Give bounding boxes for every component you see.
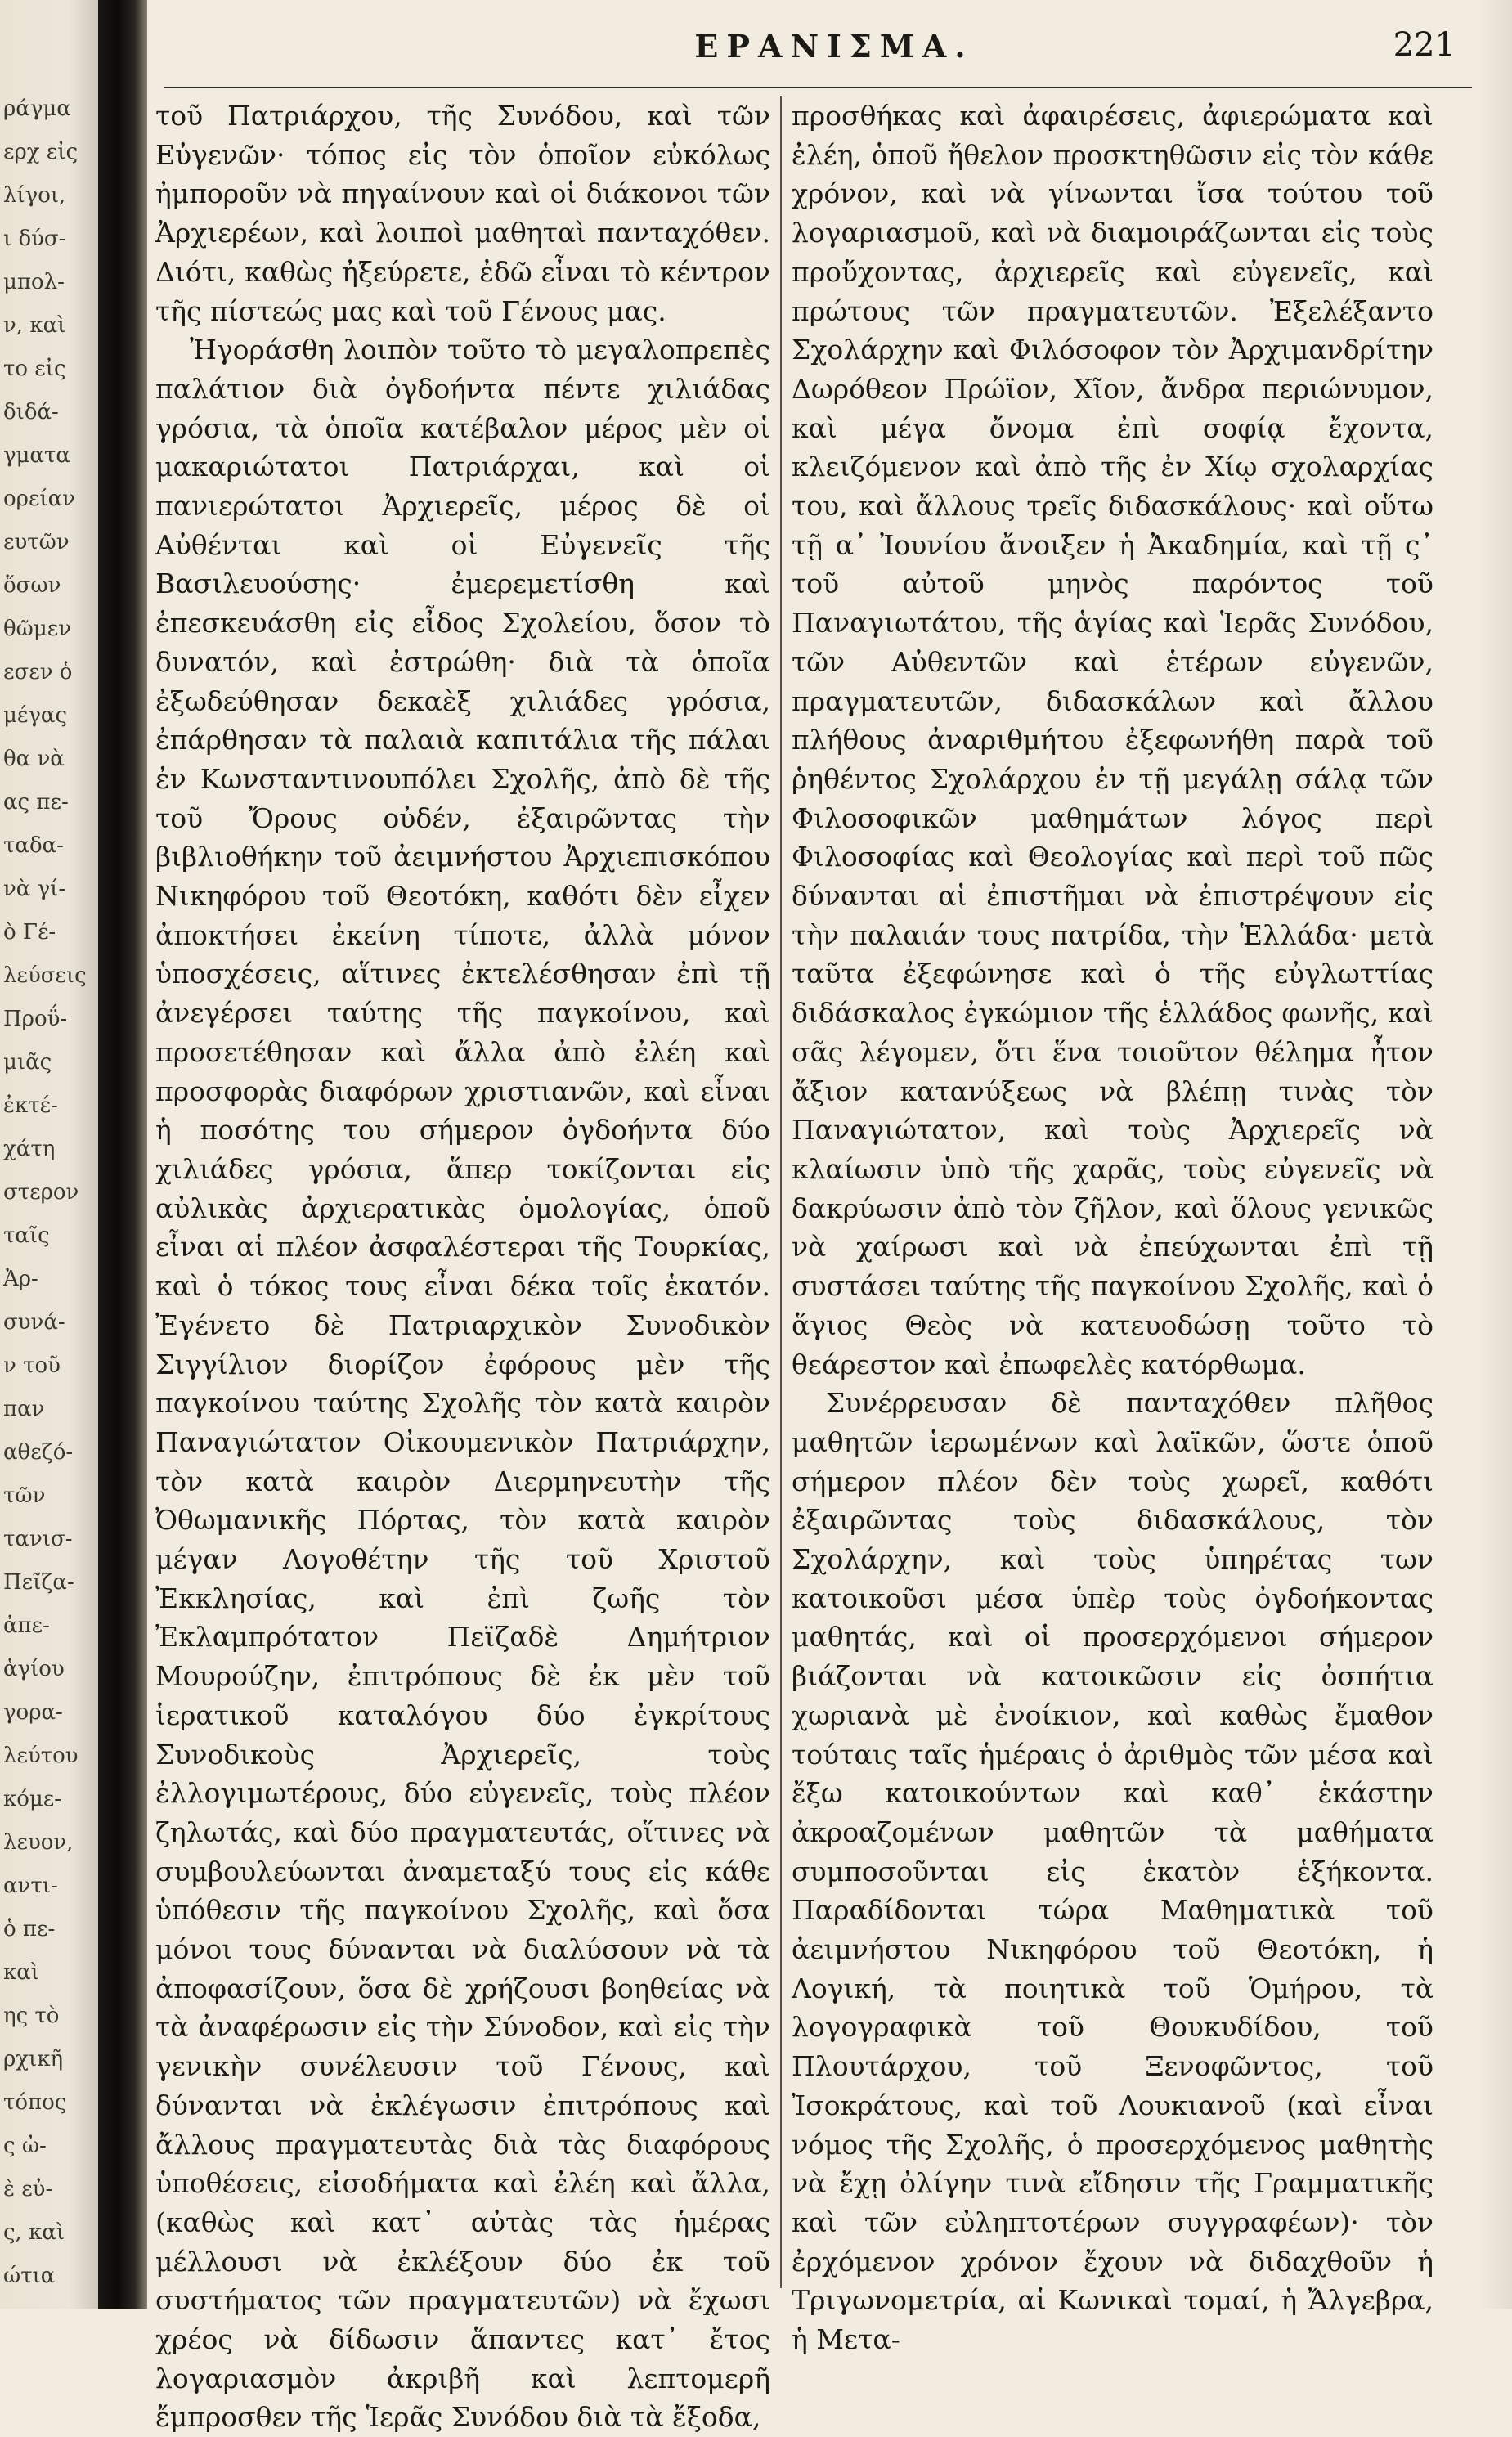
margin-fragment: Ἀρ-: [3, 1267, 38, 1291]
margin-fragment: γορα-: [3, 1700, 63, 1725]
margin-fragment: στερον: [3, 1180, 79, 1205]
margin-fragment: ς ὠ-: [3, 2134, 47, 2158]
margin-fragment: εσεν ὁ: [3, 660, 73, 684]
margin-fragment: χάτη: [3, 1137, 56, 1161]
margin-fragment: τανισ-: [3, 1527, 73, 1551]
margin-fragment: καὶ: [3, 1960, 40, 1985]
margin-fragment: ταδα-: [3, 833, 64, 858]
margin-fragment: αθεζό-: [3, 1440, 74, 1465]
margin-fragment: νὰ γί-: [3, 877, 66, 901]
margin-fragment: λεύσεις: [3, 963, 87, 988]
margin-fragment: το εἰς: [3, 357, 66, 381]
margin-fragment: ώτια: [3, 2264, 56, 2288]
margin-fragment: διδά-: [3, 400, 59, 424]
margin-fragment: μέγας: [3, 703, 68, 728]
margin-fragment: ι δύσ-: [3, 227, 66, 251]
margin-fragment: μπολ-: [3, 270, 65, 294]
margin-fragment: τόπος: [3, 2090, 67, 2115]
margin-fragment: ορείαν: [3, 487, 75, 511]
margin-fragment: μιᾶς: [3, 1050, 52, 1075]
margin-fragment: ς, καὶ: [3, 2220, 65, 2245]
margin-fragment: Πεῖζα-: [3, 1570, 74, 1595]
margin-fragment: ἁγίου: [3, 1657, 65, 1681]
margin-fragment: ης τὸ: [3, 2004, 60, 2028]
margin-fragment: ὁ πε-: [3, 1917, 56, 1941]
book-spine-shadow: [98, 0, 147, 2309]
page-header: [147, 25, 1488, 82]
margin-fragment: ὲ εὐ-: [3, 2177, 53, 2201]
margin-fragment: ράγμα: [3, 96, 71, 121]
page-number: 221: [1393, 26, 1456, 64]
margin-fragment: τῶν: [3, 1483, 46, 1508]
margin-fragment: παν: [3, 1397, 45, 1421]
paragraph: τοῦ Πατριάρχου, τῆς Συνόδου, καὶ τῶν Εὐγενῶν· τόπος εἰς τὸν ὁποῖον εὐκόλως ἠμποροῦν νὰ πηγαίνουν καὶ οἱ διάκονοι τῶν Ἀρχιερέων, καὶ λοιποὶ μαθηταὶ πανταχόθεν. Διότι, καθὼς ἠξεύρετε, ἐδῶ εἶναι τὸ κέντρον τῆς πίστεώς μας καὶ τοῦ Γένους μας.: [155, 100, 770, 327]
left-text-column: [155, 96, 770, 2434]
margin-fragment: ν, καὶ: [3, 313, 66, 338]
margin-fragment: ὸ Γέ-: [3, 920, 56, 945]
margin-fragment: συνά-: [3, 1310, 65, 1335]
margin-fragment: λίγοι,: [3, 183, 66, 208]
margin-fragment: θῶμεν: [3, 617, 72, 641]
margin-fragment: ευτῶν: [3, 530, 70, 554]
margin-fragment: αντι-: [3, 1874, 58, 1898]
margin-fragment: ὅσων: [3, 573, 61, 598]
margin-fragment: ερχ εἰς: [3, 140, 78, 164]
margin-fragment: λεύτου: [3, 1744, 79, 1768]
margin-fragment: ρχικῆ: [3, 2047, 64, 2071]
margin-fragment: θα νὰ: [3, 747, 65, 771]
column-divider: [780, 96, 782, 2288]
previous-page-margin: [0, 0, 98, 2309]
margin-fragment: γματα: [3, 443, 70, 468]
paragraph: Συνέρρευσαν δὲ πανταχόθεν πλῆθος μαθητῶν ἱερωμένων καὶ λαϊκῶν, ὥστε ὁποῦ σήμερον πλέον δὲν τοὺς χωρεῖ, καθότι ἐξαιρῶντας τοὺς διδασκάλους, τὸν Σχολάρχην, καὶ τοὺς ὑπηρέτας των κατοικοῦσι μέσα ὑπὲρ τοὺς ὀγδοήκοντας μαθητάς, καὶ οἱ προσερχόμενοι σήμερον βιάζονται νὰ κατοικῶσιν εἰς ὀσπήτια χωριανὰ μὲ ἐνοίκιον, καὶ καθὼς ἔμαθον τούταις ταῖς ἡμέραις ὁ ἀριθμὸς τῶν μέσα καὶ ἔξω κατοικούντων καὶ καθ᾽ ἑκάστην ἀκροαζομένων μαθητῶν τὰ μαθήματα συμποσοῦνται εἰς ἑκατὸν ἑξήκοντα. Παραδίδονται τώρα Μαθηματικὰ τοῦ ἀειμνήστου Νικηφόρου τοῦ Θεοτόκη, ἡ Λογική, τὰ ποιητικὰ τοῦ Ὁμήρου, τὰ λογογραφικὰ τοῦ Θουκυδίδου, τοῦ Πλουτάρχου, τοῦ Ξενοφῶντος, τοῦ Ἰσοκράτους, καὶ τοῦ Λουκιανοῦ (καὶ εἶναι νόμος τῆς Σχολῆς, ὁ προσερχόμενος μαθητὴς νὰ ἔχῃ ὀλίγην τινὰ εἴδησιν τῆς Γραμματικῆς καὶ τῶν εὐληπτοτέρων συγγραφέων)· τὸν ἐρχόμενον χρόνον ἔχουν νὰ διδαχθοῦν ἡ Τριγωνομετρία, αἱ Κωνικαὶ τομαί, ἡ Ἄλγεβρα, ἡ Μετα-: [792, 1387, 1433, 2356]
margin-fragment: ταῖς: [3, 1223, 50, 1248]
margin-fragment: ας πε-: [3, 790, 69, 815]
page-edge: [1479, 0, 1512, 2309]
paragraph: Ἠγοράσθη λοιπὸν τοῦτο τὸ μεγαλοπρεπὲς παλάτιον διὰ ὀγδοήντα πέντε χιλιάδας γρόσια, τὰ ὁποῖα κατέβαλον μέρος μὲν οἱ μακαριώτατοι Πατριάρχαι, καὶ οἱ πανιερώτατοι Ἀρχιερεῖς, μέρος δὲ οἱ Αὐθένται καὶ οἱ Εὐγενεῖς τῆς Βασιλευούσης· ἐμερεμετίσθη καὶ ἐπεσκευάσθη εἰς εἶδος Σχολείου, ὅσον τὸ δυνατόν, καὶ ἐστρώθη· διὰ τὰ ὁποῖα ἐξωδεύθησαν δεκαὲξ χιλιάδες γρόσια, ἐπάρθησαν τὰ παλαιὰ καπιτάλια τῆς πάλαι ἐν Κωνσταντινουπόλει Σχολῆς, ἀπὸ δὲ τῆς τοῦ Ὄρους οὐδέν, ἐξαιρῶντας τὴν βιβλιοθήκην τοῦ ἀειμνήστου Ἀρχιεπισκόπου Νικηφόρου τοῦ Θεοτόκη, καθότι δὲν εἶχεν ἀποκτήσει ἐκείνη τίποτε, ἀλλὰ μόνον ὑποσχέσεις, αἵτινες ἐκτελέσθησαν ἐπὶ τῇ ἀνεγέρσει ταύτης τῆς παγκοίνου, καὶ προσετέθησαν καὶ ἄλλα ἀπὸ ἐλέη καὶ προσφορὰς διαφόρων χριστιανῶν, καὶ εἶναι ἡ ποσότης του σήμερον ὀγδοήντα δύο χιλιάδες γρόσια, ἅπερ τοκίζονται εἰς αὐλικὰς ἀρχιερατικὰς ὁμολογίας, ὁποῦ εἶναι αἱ πλέον ἀσφαλέστεραι τῆς Τουρκίας, καὶ ὁ τόκος τους εἶναι δέκα τοῖς ἑκατόν. Ἐγένετο δὲ Πατριαρχικὸν Συνοδικὸν Σιγγίλιον διορίζον ἐφόρους μὲν τῆς παγκοίνου ταύτης Σχολῆς τὸν κατὰ καιρὸν Παναγιώτατον Οἰκουμενικὸν Πατριάρχην, τὸν κατὰ καιρὸν Διερμηνευτὴν τῆς Ὀθωμανικῆς Πόρτας, τὸν κατὰ καιρὸν μέγαν Λογοθέτην τῆς τοῦ Χριστοῦ Ἐκκλησίας, καὶ ἐπὶ ζωῆς τὸν Ἐκλαμπρότατον Πεϊζαδὲ Δημήτριον Μουρούζην, ἐπιτρόπους δὲ ἐκ μὲν τοῦ ἱερατικοῦ καταλόγου δύο ἐγκρίτους Συνοδικοὺς Ἀρχιερεῖς, τοὺς ἐλλογιμωτέρους, δύο εὐγενεῖς, τοὺς πλέον ζηλωτάς, καὶ δύο πραγματευτάς, οἵτινες νὰ συμβουλεύωνται ἀναμεταξύ τους εἰς κάθε ὑπόθεσιν τῆς παγκοίνου Σχολῆς, καὶ ὅσα μόνοι τους δύνανται νὰ διαλύσουν νὰ τὰ ἀποφασίζουν, ὅσα δὲ χρήζουσι βοηθείας νὰ τὰ ἀναφέρωσιν εἰς τὴν Σύνοδον, καὶ εἰς τὴν γενικὴν συνέλευσιν τοῦ Γένους, καὶ δύνανται νὰ ἐκλέγωσιν ἐπιτρόπους καὶ ἄλλους πραγματευτὰς διὰ τὰς διαφόρους ὑποθέσεις, εἰσοδήματα καὶ ἐλέη καὶ ἄλλα, (καθὼς καὶ κατ᾽ αὐτὰς τὰς ἡμέρας μέλλουσι νὰ ἐκλέξουν δύο ἐκ τοῦ συστήματος τῶν πραγματευτῶν) νὰ ἔχωσι χρέος νὰ δίδωσιν ἅπαντες κατ᾽ ἔτος λογαριασμὸν ἀκριβῆ καὶ λεπτομερῆ ἔμπροσθεν τῆς Ἱερᾶς Συνόδου διὰ τὰ ἔξοδα,: [155, 334, 770, 2434]
margin-fragment: ν τοῦ: [3, 1353, 61, 1378]
right-text-column: [792, 96, 1433, 2356]
margin-fragment: κόμε-: [3, 1787, 62, 1811]
header-rule: [164, 87, 1472, 88]
paragraph: προσθήκας καὶ ἀφαιρέσεις, ἀφιερώματα καὶ ἐλέη, ὁποῦ ἤθελον προσκτηθῶσιν εἰς τὸν κάθε χρόνον, καὶ νὰ γίνωνται ἴσα τούτου τοῦ λογαριασμοῦ, καὶ νὰ διαμοιράζωνται εἰς τοὺς προὔχοντας, ἀρχιερεῖς καὶ εὐγενεῖς, καὶ πρώτους τῶν πραγματευτῶν. Ἐξελέξαντο Σχολάρχην καὶ Φιλόσοφον τὸν Ἀρχιμανδρίτην Δωρόθεον Πρώϊον, Χῖον, ἄνδρα περιώνυμον, καὶ μέγα ὄνομα ἐπὶ σοφίᾳ ἔχοντα, κλειζόμενον καὶ ἀπὸ τῆς ἐν Χίῳ σχολαρχίας του, καὶ ἄλλους τρεῖς διδασκάλους· καὶ οὕτω τῇ α᾽ Ἰουνίου ἄνοιξεν ἡ Ἀκαδημία, καὶ τῇ ς᾽ τοῦ αὐτοῦ μηνὸς παρόντος τοῦ Παναγιωτάτου, τῆς ἁγίας καὶ Ἱερᾶς Συνόδου, τῶν Αὐθεντῶν καὶ ἑτέρων εὐγενῶν, πραγματευτῶν, διδασκάλων καὶ ἄλλου πλήθους ἀναριθμήτου ἐξεφωνήθη παρὰ τοῦ ῥηθέντος Σχολάρχου ἐν τῇ μεγάλῃ σάλᾳ τῶν Φιλοσοφικῶν μαθημάτων λόγος περὶ Φιλοσοφίας καὶ Θεολογίας καὶ περὶ τοῦ πῶς δύνανται αἱ ἐπιστῆμαι νὰ ἐπιστρέψουν εἰς τὴν παλαιάν τους πατρίδα, τὴν Ἑλλάδα· μετὰ ταῦτα ἐξεφώνησε καὶ ὁ τῆς εὐγλωττίας διδάσκαλος ἐγκώμιον τῆς ἑλλάδος φωνῆς, καὶ σᾶς λέγομεν, ὅτι ἕνα τοιοῦτον θέλημα ἦτον ἄξιον κατανύξεως νὰ βλέπῃ τινὰς τὸν Παναγιώτατον, καὶ τοὺς Ἀρχιερεῖς νὰ κλαίωσιν ὑπὸ τῆς χαρᾶς, τοὺς εὐγενεῖς νὰ δακρύωσιν ἀπὸ τὸν ζῆλον, καὶ ὅλους γενικῶς νὰ χαίρωσι καὶ νὰ ἐπεύχωνται ἐπὶ τῇ συστάσει ταύτης τῆς παγκοίνου Σχολῆς, καὶ ὁ ἅγιος Θεὸς νὰ κατευοδώσῃ τοῦτο τὸ θεάρεστον καὶ ἐπωφελὲς κατόρθωμα.: [792, 100, 1433, 1380]
margin-fragment: ἀπε-: [3, 1613, 50, 1638]
margin-fragment: ἐκτέ-: [3, 1093, 58, 1118]
running-title: ΕΡΑΝΙΣΜΑ.: [694, 28, 974, 65]
margin-fragment: Προΰ-: [3, 1007, 68, 1031]
margin-fragment: λευον,: [3, 1830, 74, 1855]
